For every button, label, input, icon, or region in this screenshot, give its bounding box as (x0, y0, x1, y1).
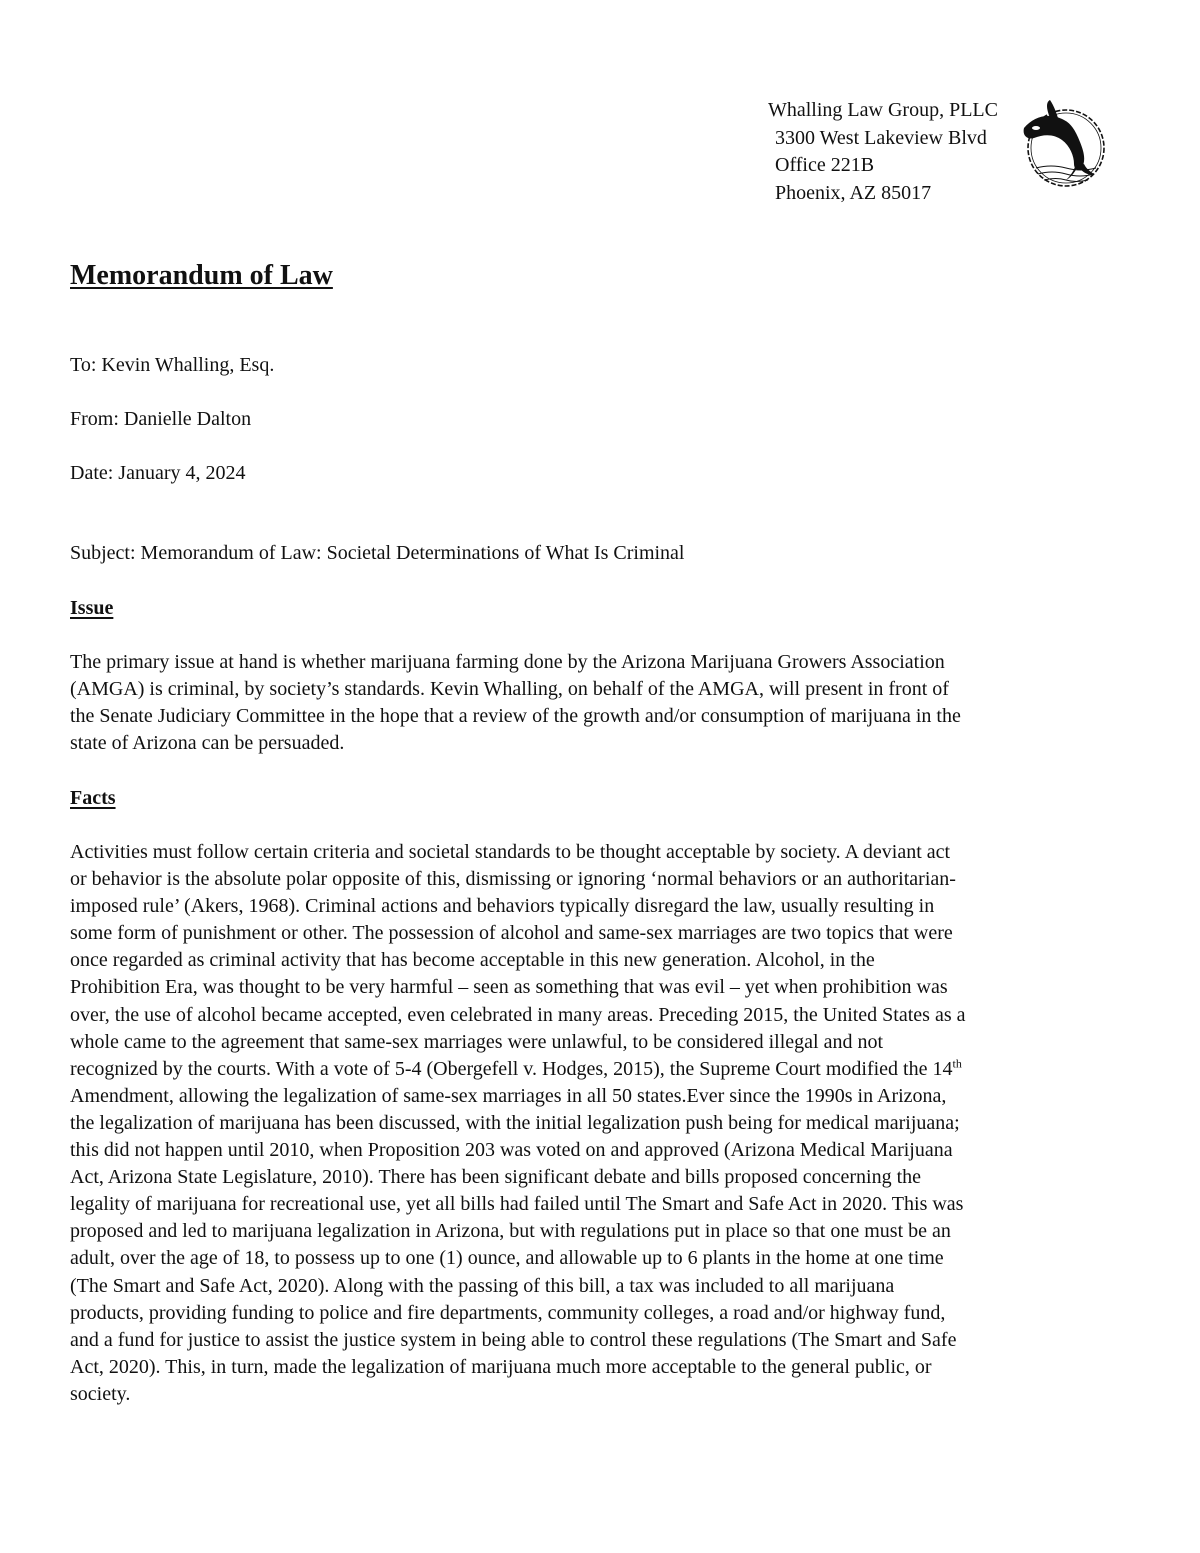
memo-from: From: Danielle Dalton (70, 408, 252, 430)
facts-line: Activities must follow certain criteria and societal standards to be thought acceptable by society. A deviant act (70, 841, 951, 863)
ordinal-superscript: th (952, 1056, 962, 1071)
letterhead-address (768, 97, 998, 207)
facts-line: Act, 2020). This, in turn, made the legalization of marijuana much more acceptable to the general public, or (70, 1355, 932, 1378)
facts-line: Act, Arizona State Legislature, 2010). There has been significant debate and bills proposed concerning the (70, 1166, 922, 1189)
facts-line: once regarded as criminal activity that has become acceptable in this new generation. Alcohol, in the (70, 949, 875, 972)
facts-line: society. (70, 1382, 131, 1405)
facts-line: Amendment, allowing the legalization of same-sex marriages in all 50 states.Ever since the 1990s in Arizona, (70, 1084, 947, 1107)
facts-line: some form of punishment or other. The possession of alcohol and same-sex marriages are two topics that were (70, 922, 953, 945)
facts-heading: Facts (70, 787, 116, 809)
facts-line: or behavior is the absolute polar opposite of this, dismissing or ignoring ‘normal behaviors or an authoritarian- (70, 868, 956, 891)
facts-line: Prohibition Era, was thought to be very harmful – seen as something that was evil – yet when prohibition was (70, 976, 948, 999)
issue-line: the Senate Judiciary Committee in the hope that a review of the growth and/or consumption of marijuana in the (70, 705, 961, 728)
facts-line-text: recognized by the courts. With a vote of 5-4 (Obergefell v. Hodges, 2015), the Supreme Court modified the 14 (70, 1057, 953, 1080)
issue-line: state of Arizona can be persuaded. (70, 732, 345, 755)
facts-line: imposed rule’ (Akers, 1968). Criminal actions and behaviors typically disregard the law, usually resulting in (70, 895, 935, 918)
memo-to: To: Kevin Whalling, Esq. (70, 354, 275, 376)
issue-paragraph (70, 649, 1130, 757)
orca-whale-logo-icon (1016, 98, 1108, 194)
issue-line: (AMGA) is criminal, by society’s standards. Kevin Whalling, on behalf of the AMGA, will present in front of (70, 678, 949, 701)
facts-line: (The Smart and Safe Act, 2020). Along with the passing of this bill, a tax was included to all marijuana (70, 1274, 895, 1297)
city-state-zip: Phoenix, AZ 85017 (775, 181, 932, 204)
facts-line: proposed and led to marijuana legalization in Arizona, but with regulations put in place so that one must be an (70, 1220, 951, 1243)
facts-paragraph (70, 839, 1130, 1408)
facts-line: this did not happen until 2010, when Proposition 203 was voted on and approved (Arizona Medical Marijuana (70, 1139, 953, 1162)
memo-subject: Subject: Memorandum of Law: Societal Determinations of What Is Criminal (70, 542, 685, 564)
facts-line: legality of marijuana for recreational use, yet all bills had failed until The Smart and Safe Act in 2020. This was (70, 1193, 964, 1216)
facts-line: over, the use of alcohol became accepted, even celebrated in many areas. Preceding 2015, the United States as a (70, 1003, 966, 1026)
facts-line: and a fund for justice to assist the justice system in being able to control these regulations (The Smart and Safe (70, 1328, 957, 1351)
facts-line: the legalization of marijuana has been discussed, with the initial legalization push being for medical marijuana; (70, 1111, 960, 1134)
facts-line: adult, over the age of 18, to possess up to one (1) ounce, and allowable up to 6 plants in the home at one time (70, 1247, 944, 1270)
memo-date: Date: January 4, 2024 (70, 462, 246, 484)
facts-line: whole came to the agreement that same-sex marriages were unlawful, to be considered illegal and not (70, 1030, 884, 1053)
issue-line: The primary issue at hand is whether marijuana farming done by the Arizona Marijuana Growers Association (70, 651, 945, 673)
street-address: 3300 West Lakeview Blvd (775, 126, 987, 149)
firm-name: Whalling Law Group, PLLC (768, 99, 998, 121)
facts-line-with-superscript (70, 1056, 1130, 1083)
office-number: Office 221B (775, 154, 875, 176)
memo-title: Memorandum of Law (70, 260, 333, 291)
issue-heading: Issue (70, 597, 114, 619)
facts-line: products, providing funding to police and fire departments, community colleges, a road and/or highway fund, (70, 1301, 946, 1324)
